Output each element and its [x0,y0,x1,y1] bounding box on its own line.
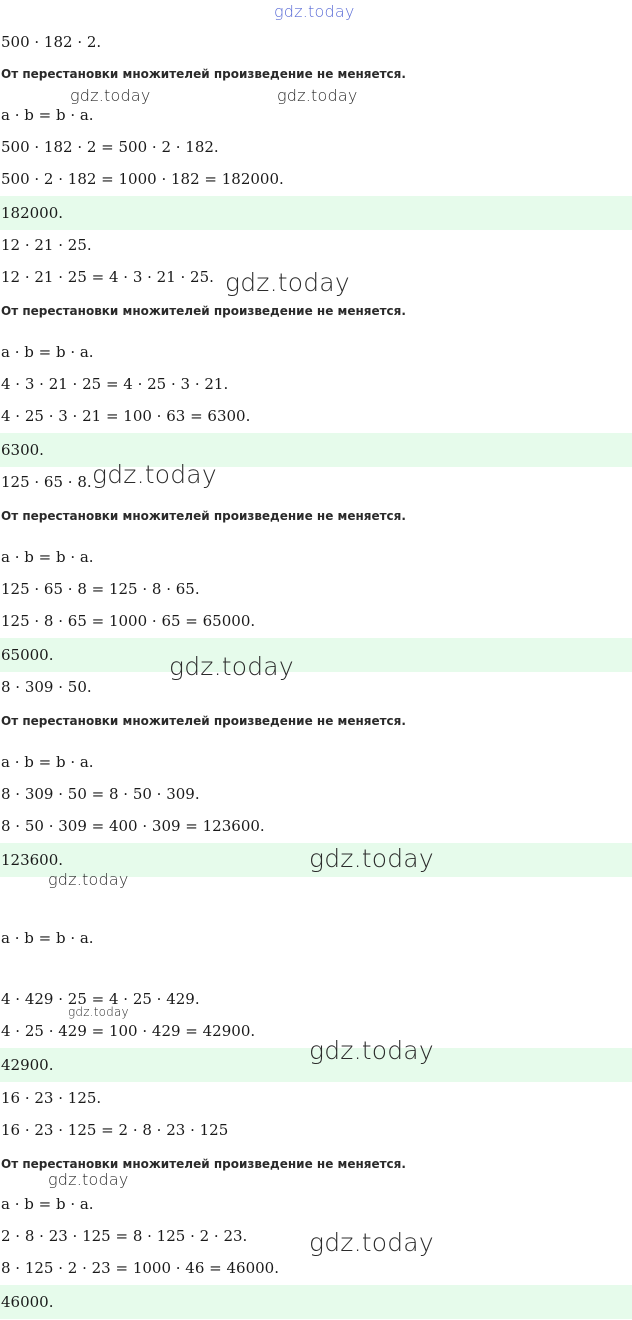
solution-line: 500 · 182 · 2. [1,33,102,51]
watermark: gdz.today [309,1036,434,1065]
solution-line: 125 · 65 · 8. [1,473,92,491]
solution-line: 8 · 50 · 309 = 400 · 309 = 123600. [1,817,265,835]
solution-line: 8 · 309 · 50 = 8 · 50 · 309. [1,785,200,803]
watermark: gdz.today [309,844,434,873]
solution-line: 4 · 25 · 3 · 21 = 100 · 63 = 6300. [1,407,251,425]
answer-row: 65000. [0,638,632,672]
watermark: gdz.today [48,870,129,889]
solution-line: 12 · 21 · 25 = 4 · 3 · 21 · 25. [1,268,214,286]
watermark: gdz.today [225,268,350,297]
solution-line: 2 · 8 · 23 · 125 = 8 · 125 · 2 · 23. [1,1227,248,1245]
rule-statement: От перестановки множителей произведение не меняется. [1,1157,406,1171]
watermark: gdz.today [309,1228,434,1257]
solution-line: 125 · 65 · 8 = 125 · 8 · 65. [1,580,200,598]
solution-line: 8 · 309 · 50. [1,678,92,696]
answer-row: 46000. [0,1285,632,1319]
watermark: gdz.today [68,1005,129,1019]
answer-row: 42900. [0,1048,632,1082]
watermark: gdz.today [70,86,151,105]
solution-line: 500 · 2 · 182 = 1000 · 182 = 182000. [1,170,284,188]
solution-line: a · b = b · a. [1,548,94,566]
answer-row: 6300. [0,433,632,467]
rule-statement: От перестановки множителей произведение не меняется. [1,67,406,81]
solution-line: 125 · 8 · 65 = 1000 · 65 = 65000. [1,612,256,630]
watermark: gdz.today [48,1170,129,1189]
answer-row: 182000. [0,196,632,230]
solution-line: 4 · 25 · 429 = 100 · 429 = 42900. [1,1022,256,1040]
solution-line: 500 · 182 · 2 = 500 · 2 · 182. [1,138,219,156]
solution-line: 4 · 3 · 21 · 25 = 4 · 25 · 3 · 21. [1,375,229,393]
solution-line: a · b = b · a. [1,753,94,771]
solution-line: a · b = b · a. [1,343,94,361]
answer-row: 123600. [0,843,632,877]
watermark: gdz.today [274,2,355,21]
solution-line: 8 · 125 · 2 · 23 = 1000 · 46 = 46000. [1,1259,279,1277]
rule-statement: От перестановки множителей произведение не меняется. [1,509,406,523]
solution-line: a · b = b · a. [1,929,94,947]
solution-line: a · b = b · a. [1,106,94,124]
watermark: gdz.today [277,86,358,105]
solution-line: 4 · 429 · 25 = 4 · 25 · 429. [1,990,200,1008]
solution-line: a · b = b · a. [1,1195,94,1213]
solution-line: 16 · 23 · 125. [1,1089,102,1107]
rule-statement: От перестановки множителей произведение не меняется. [1,304,406,318]
solution-line: 12 · 21 · 25. [1,236,92,254]
watermark: gdz.today [169,652,294,681]
watermark: gdz.today [92,460,217,489]
rule-statement: От перестановки множителей произведение не меняется. [1,714,406,728]
solution-line: 16 · 23 · 125 = 2 · 8 · 23 · 125 [1,1121,229,1139]
